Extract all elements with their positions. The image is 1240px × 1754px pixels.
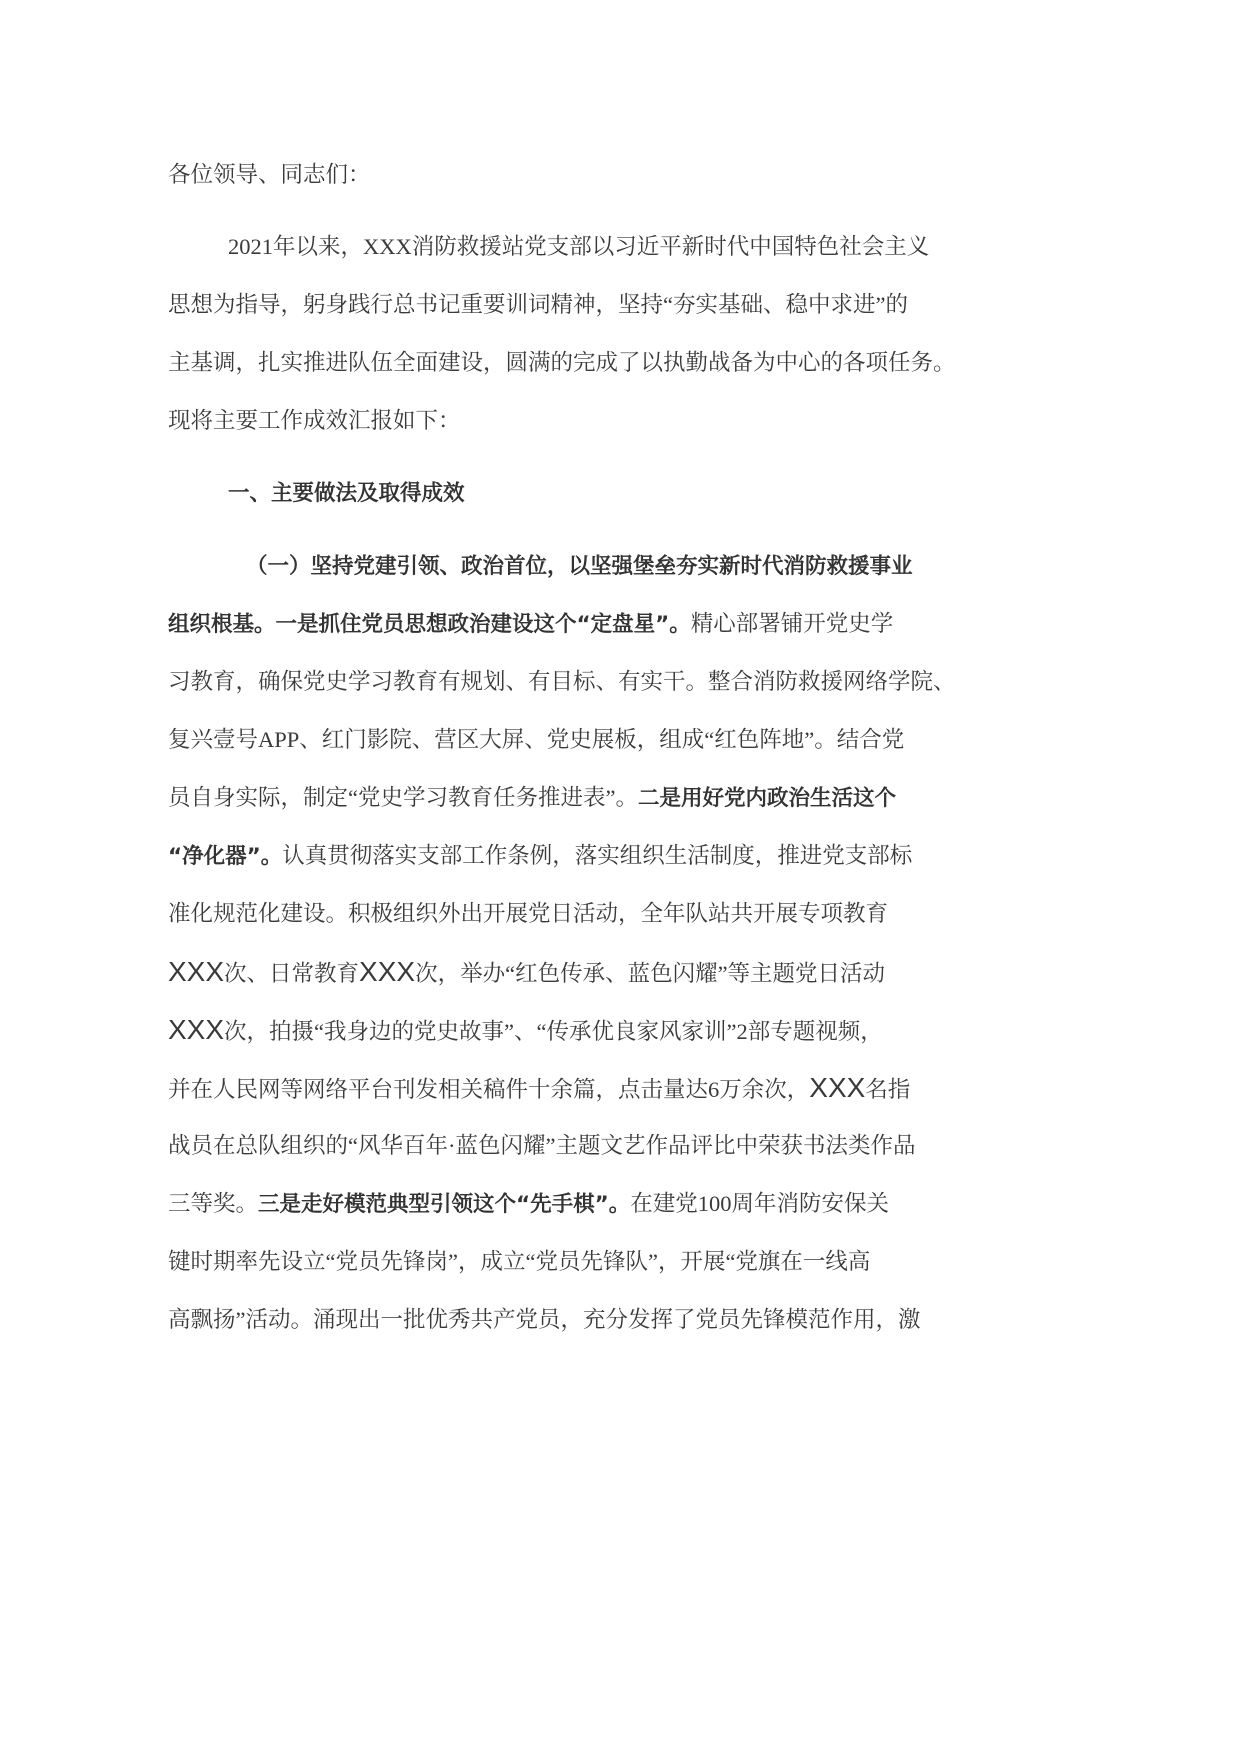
paragraph-line — [168, 160, 371, 190]
paragraph-line — [228, 478, 465, 509]
body-text: 键时期率先设立“党员先锋岗”，成立“党员先锋队”，开展“党旗在一线高 — [168, 1249, 871, 1274]
bold-text: “净化器”。 — [168, 844, 283, 869]
body-text: 在建党100周年消防安保关 — [630, 1191, 890, 1216]
body-text: 认真贯彻落实支部工作条例，落实组织生活制度，推进党支部标 — [282, 843, 913, 868]
paragraph-line — [168, 348, 956, 378]
paragraph-line — [168, 1015, 883, 1047]
body-text: 员自身实际，制定“党史学习教育任务推进表”。 — [168, 785, 638, 810]
body-text: 准化规范化建设。积极组织外出开展党日活动，全年队站共开展专项教育 — [168, 901, 889, 926]
bold-text: 二是用好党内政治生活这个 — [637, 786, 896, 811]
body-text: 战员在总队组织的“风华百年·蓝色闪耀”主题文艺作品评比中荣获书法类作品 — [168, 1133, 916, 1158]
paragraph-line — [168, 1131, 915, 1161]
bold-text: 组织根基。一是抓住党员思想政治建设这个“定盘星”。 — [168, 612, 691, 637]
bold-text: 一、主要做法及取得成效 — [228, 481, 465, 506]
paragraph-line — [168, 783, 896, 814]
paragraph-line — [168, 725, 904, 755]
bold-text: 三是走好模范典型引领这个“先手棋”。 — [258, 1192, 631, 1217]
body-text: XXX — [809, 1072, 866, 1103]
body-text: XXX — [168, 956, 225, 987]
paragraph-line — [168, 1189, 889, 1220]
paragraph-line — [168, 957, 885, 989]
body-text: 复兴壹号APP、红门影院、营区大屏、党史展板，组成“红色阵地”。结合党 — [168, 727, 905, 752]
bold-text: （一）坚持党建引领、政治首位，以坚强堡垒夯实新时代消防救援事业 — [246, 554, 913, 579]
paragraph-line — [168, 1247, 870, 1277]
paragraph-line — [168, 841, 912, 872]
body-text: 现将主要工作成效汇报如下： — [168, 408, 461, 433]
paragraph-line — [168, 290, 908, 320]
body-text: 并在人民网等网络平台刊发相关稿件十余篇，点击量达6万余次， — [168, 1077, 810, 1102]
body-text: 高飘扬”活动。涌现出一批优秀共产党员，充分发挥了党员先锋模范作用，激 — [168, 1307, 921, 1332]
body-text: 名指 — [865, 1077, 911, 1102]
paragraph-line — [168, 1073, 910, 1105]
paragraph-line — [228, 232, 929, 262]
paragraph-line — [168, 899, 888, 929]
paragraph-line — [168, 406, 461, 436]
paragraph-line — [168, 1305, 921, 1335]
body-text: 次，拍摄“我身边的党史故事”、“传承优良家风家训”2部专题视频， — [224, 1019, 883, 1044]
body-text: 三等奖。 — [168, 1191, 259, 1216]
body-text: 各位领导、同志们： — [168, 162, 371, 187]
body-text: 主基调，扎实推进队伍全面建设，圆满的完成了以执勤战备为中心的各项任务。 — [168, 350, 956, 375]
body-text: 思想为指导，躬身践行总书记重要训词精神，坚持“夯实基础、稳中求进”的 — [168, 292, 908, 317]
body-text: 2021年以来，XXX消防救援站党支部以习近平新时代中国特色社会主义 — [228, 234, 930, 259]
body-text: XXX — [168, 1014, 225, 1045]
paragraph-line — [246, 551, 913, 582]
body-text: 习教育，确保党史学习教育有规划、有目标、有实干。整合消防救援网络学院、 — [168, 669, 956, 694]
body-text: 次，举办“红色传承、蓝色闪耀”等主题党日活动 — [415, 961, 886, 986]
body-text: 精心部署铺开党史学 — [690, 611, 894, 636]
paragraph-line — [168, 609, 893, 640]
body-text: XXX — [359, 956, 416, 987]
body-text: 次、日常教育 — [224, 961, 360, 986]
paragraph-line — [168, 667, 956, 697]
